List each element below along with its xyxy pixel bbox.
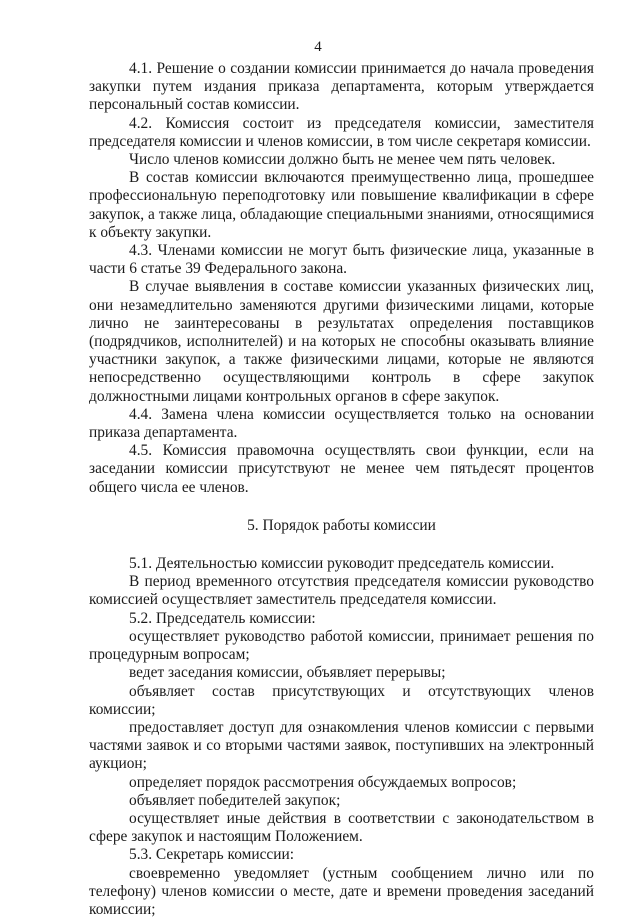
paragraph-composition: В состав комиссии включаются преимущественно лица, прошедшее профессиональную переподготовку или повышение квалификации в сфере закупок, а также лица, обладающие специальными знаниями, относящимися к объекту закупки. xyxy=(89,169,594,241)
paragraph-4-5: 4.5. Комиссия правомочна осуществлять свои функции, если на заседании комиссии присутствуют не менее чем пятьдесят процентов общего числа ее членов. xyxy=(89,442,594,496)
paragraph-members-count: Число членов комиссии должно быть не менее чем пять человек. xyxy=(129,151,556,169)
paragraph-secretary-duty-1: своевременно уведомляет (устным сообщением лично или по телефону) членов комиссии о месте, дате и времени проведения заседаний комиссии; xyxy=(89,864,594,918)
page-number: 4 xyxy=(314,39,322,55)
paragraph-5-3: 5.3. Секретарь комиссии: xyxy=(129,846,295,864)
paragraph-4-1: 4.1. Решение о создании комиссии принимается до начала проведения закупки путем издания приказа департамента, которым утверждается персональный состав комиссии. xyxy=(89,60,594,114)
paragraph-chair-duty-2: ведет заседания комиссии, объявляет перерывы; xyxy=(129,664,446,682)
paragraph-5-1: 5.1. Деятельностью комиссии руководит председатель комиссии. xyxy=(129,555,555,573)
section-title: 5. Порядок работы комиссии xyxy=(247,516,436,534)
paragraph-replacement: В случае выявления в составе комиссии указанных физических лиц, они незамедлительно заменяются другими физическими лицами, которые лично не заинтересованы в результатах определения поставщиков (подрядчиков, исполнителей) и на которых не способны оказывать влияние участники закупок, а также физическими лицами, которые не являются непосредственно осуществляющими контроль в сфере закупок должностными лицами контрольных органов в сфере закупок. xyxy=(89,278,594,405)
paragraph-chair-duty-4: предоставляет доступ для ознакомления членов комиссии с первыми частями заявок и со вторыми частями заявок, поступивших на электронный аукцион; xyxy=(89,718,594,773)
paragraph-chair-duty-7: осуществляет иные действия в соответствии с законодательством в сфере закупок и настоящим Положением. xyxy=(89,809,594,846)
paragraph-5-2: 5.2. Председатель комиссии: xyxy=(129,609,316,627)
paragraph-chair-duty-1: осуществляет руководство работой комиссии, принимает решения по процедурным вопросам; xyxy=(89,627,594,664)
paragraph-4-3: 4.3. Членами комиссии не могут быть физические лица, указанные в части 6 статье 39 Федерального закона. xyxy=(89,242,594,278)
document-body xyxy=(89,60,594,919)
paragraph-chair-duty-6: объявляет победителей закупок; xyxy=(129,791,341,809)
paragraph-deputy: В период временного отсутствия председателя комиссии руководство комиссией осуществляет заместитель председателя комиссии. xyxy=(89,573,594,609)
paragraph-chair-duty-5: определяет порядок рассмотрения обсуждаемых вопросов; xyxy=(129,773,517,791)
paragraph-chair-duty-3: объявляет состав присутствующих и отсутствующих членов комиссии; xyxy=(89,682,594,718)
paragraph-4-4: 4.4. Замена члена комиссии осуществляется только на основании приказа департамента. xyxy=(89,405,594,442)
paragraph-4-2: 4.2. Комиссия состоит из председателя комиссии, заместителя председателя комиссии и членов комиссии, в том числе секретаря комиссии. xyxy=(89,114,594,150)
